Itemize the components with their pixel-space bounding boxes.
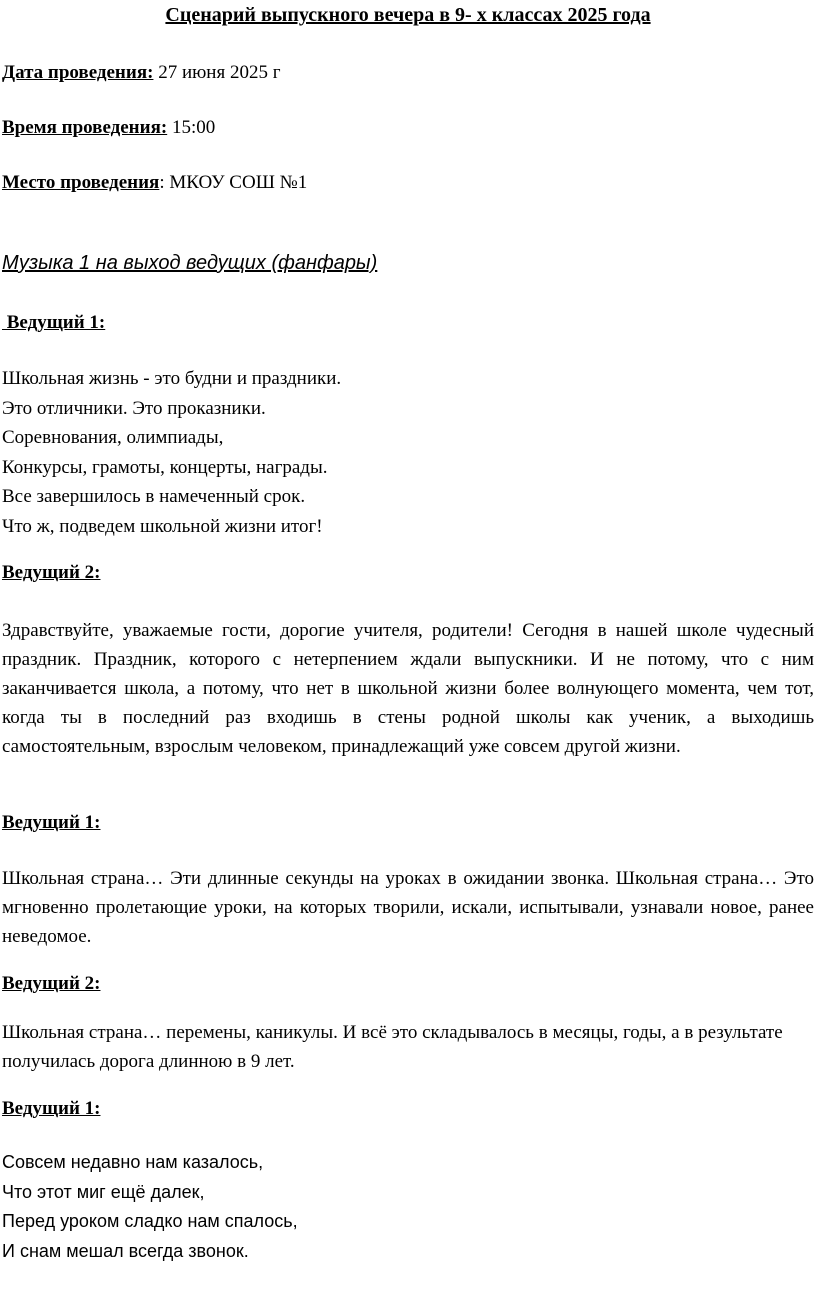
date-line [2,62,281,84]
speaker-heading: Ведущий 1: [2,812,101,833]
paragraph: Здравствуйте, уважаемые гости, дорогие учителя, родители! Сегодня в нашей школе чудесный праздник. Праздник, которого с нетерпением ждали выпускники. И не потому, что с ним заканчивается школа, а потому, что нет в школьной жизни более волнующего момента, чем тот, когда ты в последний раз входишь в стены родной школы как ученик, а выходишь самостоятельным, взрослым человеком, принадлежащий уже совсем другой жизни. [2,620,814,757]
place-label: Место проведения [2,172,160,193]
verse-line: Перед уроком сладко нам спалось, [2,1211,298,1231]
verse-line: Школьная жизнь - это будни и праздники. [2,368,342,389]
speaker-heading: Ведущий 2: [2,973,101,994]
date-label: Дата проведения: [2,62,154,83]
paragraph: Школьная страна… Эти длинные секунды на уроках в ожидании звонка. Школьная страна… Это мгновенно пролетающие уроки, на которых творили, искали, испытывали, узнавали новое, ранее неведомое. [2,868,814,947]
time-label: Время проведения: [2,117,168,138]
verse-line: Все завершилось в намеченный срок. [2,486,306,507]
verse-line: Конкурсы, грамоты, концерты, награды. [2,456,328,478]
paragraph: Школьная страна… перемены, каникулы. И всё это складывалось в месяцы, годы, а в результате получилась дорога длинною в 9 лет. [2,1022,783,1072]
verse-line: Что ж, подведем школьной жизни итог! [2,515,323,537]
verse-block [2,364,341,541]
speaker-heading: Ведущий 1: [2,1098,101,1119]
place-value: : МКОУ СОШ №1 [159,172,308,193]
document-title: Сценарий выпускного вечера в 9- х классах 2025 года [165,4,651,26]
verse-line: И снам мешал всегда звонок. [2,1240,249,1261]
verse-line: Соревнования, олимпиады, [2,427,224,448]
verse-line: Совсем недавно нам казалось, [2,1152,264,1172]
speaker-heading: Ведущий 2: [2,562,101,583]
verse-block [2,1148,298,1266]
speaker-heading: Ведущий 1: [2,312,106,333]
place-line [2,172,307,194]
verse-line: Что этот миг ещё далек, [2,1181,205,1202]
date-value: 27 июня 2025 г [153,62,281,83]
music-note: Музыка 1 на выход ведущих (фанфары) [2,252,378,274]
verse-line: Это отличники. Это проказники. [2,397,266,419]
time-line [2,117,215,139]
time-value: 15:00 [167,117,216,138]
